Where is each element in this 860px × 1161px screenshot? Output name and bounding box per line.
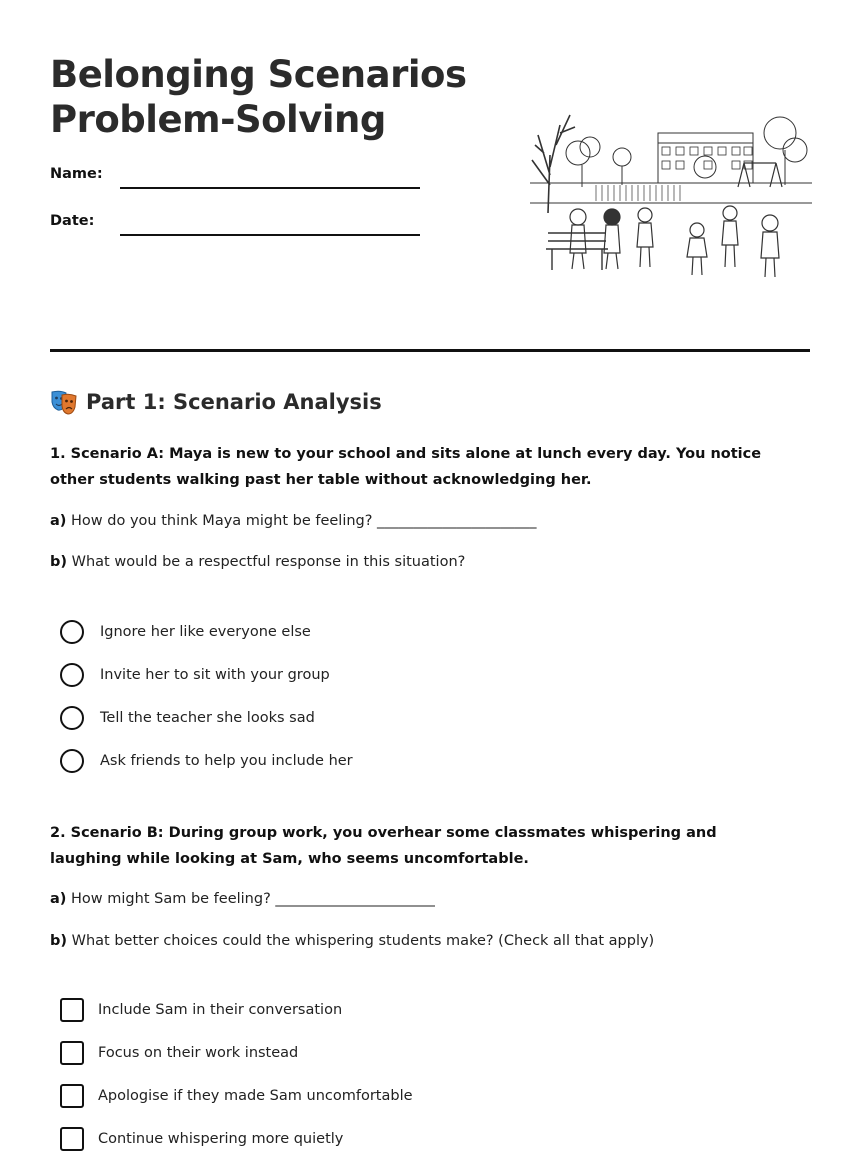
radio-option[interactable] xyxy=(60,620,311,644)
checkbox-option[interactable] xyxy=(60,1041,298,1065)
question-a-label: a) xyxy=(50,513,67,529)
checkbox[interactable] xyxy=(60,1084,84,1108)
option-label: Focus on their work instead xyxy=(98,1045,299,1061)
option-label: Ask friends to help you include her xyxy=(100,753,353,769)
question-b-label: b) xyxy=(50,933,68,949)
theater-masks-icon xyxy=(50,388,78,416)
radio-button[interactable] xyxy=(60,706,84,730)
date-label: Date: xyxy=(50,213,95,229)
option-label: Invite her to sit with your group xyxy=(100,667,330,683)
date-field[interactable] xyxy=(120,234,420,236)
question-b-text: What would be a respectful response in this situation? xyxy=(71,554,466,570)
title-line-1: Belonging Scenarios xyxy=(50,53,467,96)
checkbox-option[interactable] xyxy=(60,1084,413,1108)
name-field[interactable] xyxy=(120,187,420,189)
scenario-b-prompt: 2. Scenario B: During group work, you overhear some classmates whispering and laughing while looking at Sam, who seems uncomfortable. xyxy=(50,825,717,867)
playground-illustration xyxy=(530,105,812,285)
option-label: Tell the teacher she looks sad xyxy=(100,710,315,726)
question-b-text: What better choices could the whispering students make? (Check all that apply) xyxy=(71,933,655,949)
radio-option[interactable] xyxy=(60,706,315,730)
section-heading xyxy=(50,388,382,416)
question-b-label: b) xyxy=(50,554,68,570)
question-a-label: a) xyxy=(50,891,67,907)
checkbox[interactable] xyxy=(60,998,84,1022)
section-divider xyxy=(50,349,810,352)
name-label: Name: xyxy=(50,166,103,182)
question-a-text[interactable]: How might Sam be feeling? ______________________ xyxy=(71,891,435,907)
option-label: Apologise if they made Sam uncomfortable xyxy=(98,1088,413,1104)
scenario-b-question-a xyxy=(50,891,435,907)
checkbox-option[interactable] xyxy=(60,1127,343,1151)
worksheet-title xyxy=(50,52,466,142)
radio-option[interactable] xyxy=(60,749,353,773)
option-label: Include Sam in their conversation xyxy=(98,1002,343,1018)
scenario-a-prompt: 1. Scenario A: Maya is new to your school and sits alone at lunch every day. You notice other students walking past her table without acknowledging her. xyxy=(50,446,762,488)
question-a-text[interactable]: How do you think Maya might be feeling? ______________________ xyxy=(71,513,537,529)
radio-option[interactable] xyxy=(60,663,330,687)
radio-button[interactable] xyxy=(60,663,84,687)
option-label: Continue whispering more quietly xyxy=(98,1131,344,1147)
section-heading-text: Part 1: Scenario Analysis xyxy=(86,390,382,414)
radio-button[interactable] xyxy=(60,620,84,644)
scenario-a-question-b xyxy=(50,554,465,570)
scenario-a-question-a xyxy=(50,513,537,529)
checkbox-option[interactable] xyxy=(60,998,342,1022)
scenario-b-question-b xyxy=(50,933,654,949)
checkbox[interactable] xyxy=(60,1041,84,1065)
option-label: Ignore her like everyone else xyxy=(100,624,311,640)
checkbox[interactable] xyxy=(60,1127,84,1151)
title-line-2: Problem-Solving xyxy=(50,98,386,141)
radio-button[interactable] xyxy=(60,749,84,773)
